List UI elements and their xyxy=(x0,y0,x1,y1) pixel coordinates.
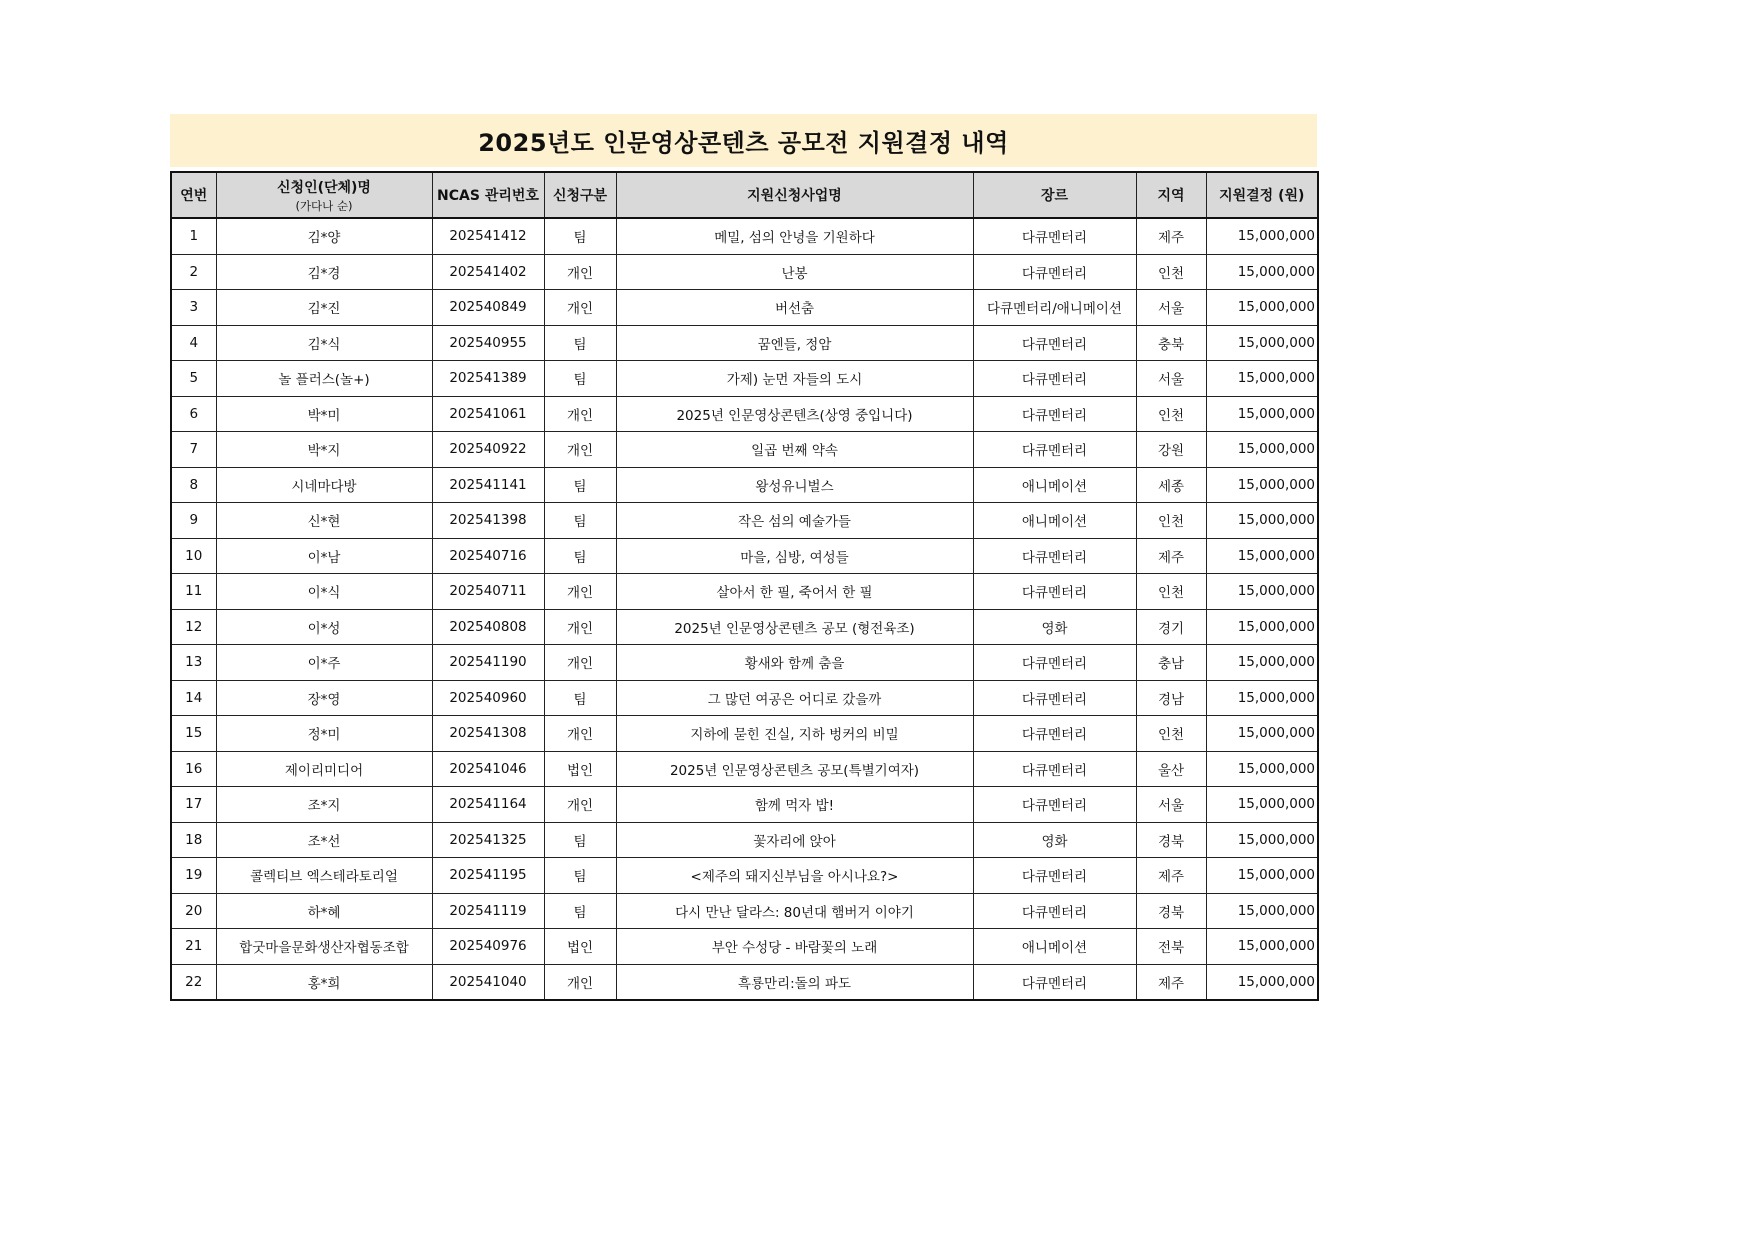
cell-project: 지하에 묻힌 진실, 지하 벙커의 비밀 xyxy=(616,716,973,752)
cell-applicant: 이*식 xyxy=(216,574,432,610)
cell-no: 14 xyxy=(171,680,216,716)
cell-no: 16 xyxy=(171,751,216,787)
cell-amount: 15,000,000 xyxy=(1206,218,1318,254)
cell-region: 제주 xyxy=(1136,218,1206,254)
cell-no: 15 xyxy=(171,716,216,752)
cell-project: 함께 먹자 밥! xyxy=(616,787,973,823)
cell-ncas: 202541040 xyxy=(432,964,544,1000)
cell-ncas: 202541164 xyxy=(432,787,544,823)
header-row xyxy=(171,172,1318,218)
cell-no: 4 xyxy=(171,325,216,361)
cell-amount: 15,000,000 xyxy=(1206,325,1318,361)
cell-type: 개인 xyxy=(544,290,616,326)
table-row xyxy=(171,716,1318,752)
cell-ncas: 202541325 xyxy=(432,822,544,858)
cell-region: 충북 xyxy=(1136,325,1206,361)
cell-type: 개인 xyxy=(544,396,616,432)
cell-type: 개인 xyxy=(544,574,616,610)
cell-project: 작은 섬의 예술가들 xyxy=(616,503,973,539)
cell-no: 12 xyxy=(171,609,216,645)
cell-project: 흑룡만리:돌의 파도 xyxy=(616,964,973,1000)
cell-applicant: 하*혜 xyxy=(216,893,432,929)
cell-region: 인천 xyxy=(1136,396,1206,432)
page-title: 2025년도 인문영상콘텐츠 공모전 지원결정 내역 xyxy=(478,129,1009,157)
cell-applicant: 홍*희 xyxy=(216,964,432,1000)
cell-genre: 다큐멘터리 xyxy=(973,680,1136,716)
cell-region: 충남 xyxy=(1136,645,1206,681)
cell-no: 20 xyxy=(171,893,216,929)
cell-genre: 다큐멘터리/애니메이션 xyxy=(973,290,1136,326)
cell-genre: 다큐멘터리 xyxy=(973,964,1136,1000)
cell-genre: 영화 xyxy=(973,822,1136,858)
cell-type: 개인 xyxy=(544,432,616,468)
cell-genre: 다큐멘터리 xyxy=(973,254,1136,290)
cell-region: 제주 xyxy=(1136,964,1206,1000)
cell-amount: 15,000,000 xyxy=(1206,893,1318,929)
table-row xyxy=(171,503,1318,539)
cell-ncas: 202541046 xyxy=(432,751,544,787)
cell-ncas: 202541412 xyxy=(432,218,544,254)
cell-project: 버선춤 xyxy=(616,290,973,326)
cell-type: 팀 xyxy=(544,467,616,503)
cell-project: 일곱 번째 약속 xyxy=(616,432,973,468)
table-row xyxy=(171,396,1318,432)
cell-region: 경북 xyxy=(1136,893,1206,929)
col-header-region: 지역 xyxy=(1136,172,1206,218)
cell-applicant: 박*지 xyxy=(216,432,432,468)
cell-region: 제주 xyxy=(1136,858,1206,894)
table-row xyxy=(171,254,1318,290)
cell-region: 인천 xyxy=(1136,574,1206,610)
cell-applicant: 장*영 xyxy=(216,680,432,716)
cell-no: 5 xyxy=(171,361,216,397)
cell-genre: 다큐멘터리 xyxy=(973,858,1136,894)
cell-type: 개인 xyxy=(544,645,616,681)
cell-amount: 15,000,000 xyxy=(1206,290,1318,326)
cell-type: 개인 xyxy=(544,716,616,752)
cell-ncas: 202541308 xyxy=(432,716,544,752)
cell-applicant: 박*미 xyxy=(216,396,432,432)
cell-ncas: 202540922 xyxy=(432,432,544,468)
table-body xyxy=(171,218,1318,1000)
cell-amount: 15,000,000 xyxy=(1206,361,1318,397)
cell-project: 왕성유니벌스 xyxy=(616,467,973,503)
table-row xyxy=(171,609,1318,645)
cell-applicant: 김*식 xyxy=(216,325,432,361)
cell-ncas: 202541061 xyxy=(432,396,544,432)
cell-genre: 애니메이션 xyxy=(973,929,1136,965)
cell-applicant: 정*미 xyxy=(216,716,432,752)
cell-genre: 다큐멘터리 xyxy=(973,716,1136,752)
cell-applicant: 조*지 xyxy=(216,787,432,823)
cell-genre: 다큐멘터리 xyxy=(973,396,1136,432)
cell-applicant: 이*성 xyxy=(216,609,432,645)
table-row xyxy=(171,822,1318,858)
cell-ncas: 202541389 xyxy=(432,361,544,397)
cell-amount: 15,000,000 xyxy=(1206,787,1318,823)
table-header xyxy=(171,172,1318,218)
cell-genre: 애니메이션 xyxy=(973,503,1136,539)
cell-ncas: 202541190 xyxy=(432,645,544,681)
cell-ncas: 202541141 xyxy=(432,467,544,503)
cell-ncas: 202540849 xyxy=(432,290,544,326)
cell-type: 법인 xyxy=(544,929,616,965)
cell-region: 경기 xyxy=(1136,609,1206,645)
table-row xyxy=(171,787,1318,823)
cell-region: 세종 xyxy=(1136,467,1206,503)
cell-genre: 애니메이션 xyxy=(973,467,1136,503)
cell-type: 팀 xyxy=(544,503,616,539)
cell-amount: 15,000,000 xyxy=(1206,822,1318,858)
cell-applicant: 김*경 xyxy=(216,254,432,290)
cell-amount: 15,000,000 xyxy=(1206,432,1318,468)
col-header-applicant-sub: (가다나 순) xyxy=(295,198,353,213)
cell-project: <제주의 돼지신부님을 아시나요?> xyxy=(616,858,973,894)
cell-no: 17 xyxy=(171,787,216,823)
table-row xyxy=(171,432,1318,468)
cell-no: 2 xyxy=(171,254,216,290)
cell-type: 팀 xyxy=(544,822,616,858)
cell-amount: 15,000,000 xyxy=(1206,538,1318,574)
cell-applicant: 놀 플러스(놀+) xyxy=(216,361,432,397)
cell-applicant: 콜렉티브 엑스테라토리얼 xyxy=(216,858,432,894)
support-decision-table xyxy=(170,171,1319,1001)
table-row xyxy=(171,290,1318,326)
cell-project: 꽃자리에 앉아 xyxy=(616,822,973,858)
spreadsheet-sheet xyxy=(170,114,1317,1001)
cell-no: 8 xyxy=(171,467,216,503)
cell-applicant: 시네마다방 xyxy=(216,467,432,503)
cell-region: 경북 xyxy=(1136,822,1206,858)
cell-amount: 15,000,000 xyxy=(1206,574,1318,610)
cell-project: 마을, 심방, 여성들 xyxy=(616,538,973,574)
cell-amount: 15,000,000 xyxy=(1206,680,1318,716)
cell-amount: 15,000,000 xyxy=(1206,929,1318,965)
title-band xyxy=(170,114,1317,167)
table-row xyxy=(171,467,1318,503)
cell-ncas: 202541195 xyxy=(432,858,544,894)
cell-project: 2025년 인문영상콘텐츠(상영 중입니다) xyxy=(616,396,973,432)
cell-applicant: 이*주 xyxy=(216,645,432,681)
cell-ncas: 202540716 xyxy=(432,538,544,574)
cell-region: 경남 xyxy=(1136,680,1206,716)
cell-region: 강원 xyxy=(1136,432,1206,468)
cell-applicant: 김*진 xyxy=(216,290,432,326)
cell-type: 팀 xyxy=(544,893,616,929)
cell-type: 팀 xyxy=(544,361,616,397)
table-row xyxy=(171,680,1318,716)
cell-genre: 다큐멘터리 xyxy=(973,538,1136,574)
cell-no: 13 xyxy=(171,645,216,681)
cell-region: 인천 xyxy=(1136,254,1206,290)
cell-amount: 15,000,000 xyxy=(1206,716,1318,752)
cell-genre: 다큐멘터리 xyxy=(973,787,1136,823)
col-header-amount: 지원결정 (원) xyxy=(1206,172,1318,218)
cell-project: 메밀, 섬의 안녕을 기원하다 xyxy=(616,218,973,254)
cell-type: 팀 xyxy=(544,218,616,254)
cell-genre: 다큐멘터리 xyxy=(973,432,1136,468)
cell-amount: 15,000,000 xyxy=(1206,254,1318,290)
cell-region: 인천 xyxy=(1136,503,1206,539)
cell-project: 꿈엔들, 정암 xyxy=(616,325,973,361)
cell-applicant: 신*현 xyxy=(216,503,432,539)
col-header-genre: 장르 xyxy=(973,172,1136,218)
cell-no: 6 xyxy=(171,396,216,432)
table-row xyxy=(171,645,1318,681)
cell-ncas: 202541119 xyxy=(432,893,544,929)
cell-type: 개인 xyxy=(544,609,616,645)
table-row xyxy=(171,893,1318,929)
col-header-applicant-label: 신청인(단체)명 xyxy=(277,179,371,196)
cell-no: 22 xyxy=(171,964,216,1000)
col-header-no: 연번 xyxy=(171,172,216,218)
table-row xyxy=(171,218,1318,254)
cell-applicant: 이*남 xyxy=(216,538,432,574)
cell-no: 1 xyxy=(171,218,216,254)
cell-genre: 다큐멘터리 xyxy=(973,574,1136,610)
cell-genre: 다큐멘터리 xyxy=(973,218,1136,254)
cell-ncas: 202540960 xyxy=(432,680,544,716)
col-header-applicant xyxy=(216,172,432,218)
cell-project: 2025년 인문영상콘텐츠 공모 (형전육조) xyxy=(616,609,973,645)
cell-region: 서울 xyxy=(1136,290,1206,326)
cell-amount: 15,000,000 xyxy=(1206,467,1318,503)
cell-project: 황새와 함께 춤을 xyxy=(616,645,973,681)
cell-project: 가제) 눈먼 자들의 도시 xyxy=(616,361,973,397)
cell-no: 21 xyxy=(171,929,216,965)
cell-applicant: 합굿마을문화생산자협동조합 xyxy=(216,929,432,965)
cell-genre: 다큐멘터리 xyxy=(973,325,1136,361)
cell-project: 그 많던 여공은 어디로 갔을까 xyxy=(616,680,973,716)
cell-no: 9 xyxy=(171,503,216,539)
cell-no: 7 xyxy=(171,432,216,468)
cell-project: 부안 수성당 - 바람꽃의 노래 xyxy=(616,929,973,965)
cell-amount: 15,000,000 xyxy=(1206,396,1318,432)
col-header-ncas: NCAS 관리번호 xyxy=(432,172,544,218)
cell-amount: 15,000,000 xyxy=(1206,609,1318,645)
cell-genre: 다큐멘터리 xyxy=(973,893,1136,929)
col-header-project: 지원신청사업명 xyxy=(616,172,973,218)
cell-no: 10 xyxy=(171,538,216,574)
cell-region: 서울 xyxy=(1136,787,1206,823)
cell-genre: 영화 xyxy=(973,609,1136,645)
table-row xyxy=(171,858,1318,894)
cell-ncas: 202541398 xyxy=(432,503,544,539)
table-row xyxy=(171,574,1318,610)
cell-applicant: 김*양 xyxy=(216,218,432,254)
cell-project: 살아서 한 필, 죽어서 한 필 xyxy=(616,574,973,610)
cell-no: 11 xyxy=(171,574,216,610)
table-row xyxy=(171,361,1318,397)
cell-genre: 다큐멘터리 xyxy=(973,361,1136,397)
cell-amount: 15,000,000 xyxy=(1206,751,1318,787)
cell-type: 팀 xyxy=(544,325,616,361)
cell-amount: 15,000,000 xyxy=(1206,858,1318,894)
table-row xyxy=(171,538,1318,574)
cell-type: 개인 xyxy=(544,254,616,290)
cell-project: 난봉 xyxy=(616,254,973,290)
cell-no: 18 xyxy=(171,822,216,858)
cell-region: 서울 xyxy=(1136,361,1206,397)
table-row xyxy=(171,751,1318,787)
table-row xyxy=(171,325,1318,361)
cell-amount: 15,000,000 xyxy=(1206,964,1318,1000)
cell-type: 개인 xyxy=(544,964,616,1000)
cell-ncas: 202540955 xyxy=(432,325,544,361)
cell-region: 울산 xyxy=(1136,751,1206,787)
table-row xyxy=(171,929,1318,965)
cell-ncas: 202540808 xyxy=(432,609,544,645)
cell-ncas: 202541402 xyxy=(432,254,544,290)
table-row xyxy=(171,964,1318,1000)
cell-no: 19 xyxy=(171,858,216,894)
cell-region: 제주 xyxy=(1136,538,1206,574)
cell-project: 2025년 인문영상콘텐츠 공모(특별기여자) xyxy=(616,751,973,787)
cell-amount: 15,000,000 xyxy=(1206,645,1318,681)
cell-applicant: 조*선 xyxy=(216,822,432,858)
cell-genre: 다큐멘터리 xyxy=(973,645,1136,681)
cell-type: 개인 xyxy=(544,787,616,823)
cell-applicant: 제이리미디어 xyxy=(216,751,432,787)
cell-type: 법인 xyxy=(544,751,616,787)
cell-type: 팀 xyxy=(544,858,616,894)
col-header-type: 신청구분 xyxy=(544,172,616,218)
cell-amount: 15,000,000 xyxy=(1206,503,1318,539)
cell-no: 3 xyxy=(171,290,216,326)
cell-type: 팀 xyxy=(544,680,616,716)
cell-project: 다시 만난 달라스: 80년대 햄버거 이야기 xyxy=(616,893,973,929)
cell-type: 팀 xyxy=(544,538,616,574)
cell-genre: 다큐멘터리 xyxy=(973,751,1136,787)
cell-ncas: 202540711 xyxy=(432,574,544,610)
cell-ncas: 202540976 xyxy=(432,929,544,965)
cell-region: 인천 xyxy=(1136,716,1206,752)
cell-region: 전북 xyxy=(1136,929,1206,965)
